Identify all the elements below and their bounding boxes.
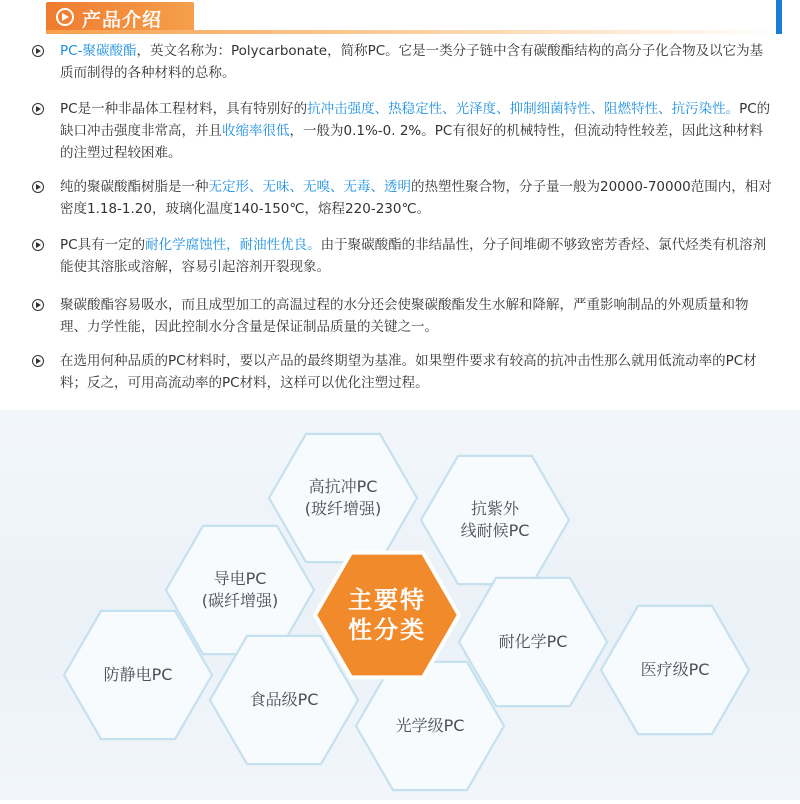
hex-label-line: 食品级PC [249,690,319,709]
bullet-icon [32,181,44,193]
body-text: PC是一种非晶体工程材料，具有特别好的 [60,101,308,117]
body-text: PC具有一定的 [60,237,146,253]
center-label-line: 主要特 [348,586,426,614]
hex-label-high-impact [305,476,382,520]
hex-label-optical [396,715,465,737]
hex-label-line: (玻纤增强) [304,499,382,518]
paragraph-5 [34,294,774,338]
hex-label-line: 防静电PC [103,665,173,684]
paragraph-text [60,98,774,164]
center-label-line: 性分类 [348,616,426,644]
body-text: 的热塑性聚合物，分子量一般为20000-70000范围内，相对密度1.18-1.20，玻璃化温度140-150℃，熔程220-230℃。 [60,179,772,217]
header-accent-bar [776,0,782,34]
hex-label-uv [461,498,530,542]
paragraph-6 [34,350,774,394]
hex-label-chemical [499,631,568,653]
body-text: 聚碳酸酯容易吸水，而且成型加工的高温过程的水分还会使聚碳酸酯发生水解和降解，严重影响制品的外观质量和物理、力学性能，因此控制水分含量是保证制品质量的关键之一。 [60,297,749,335]
body-text: 纯的聚碳酸酯树脂是一种 [60,179,209,195]
hex-label-line: 线耐候PC [460,521,530,540]
paragraph-text [60,176,774,220]
bullet-icon [32,103,44,115]
hex-label-line: 高抗冲PC [308,477,378,496]
body-text: ，英文名称为：Polycarbonate，简称PC。它是一类分子链中含有碳酸酯结构的高分子化合物及以它为基质而制得的各种材料的总称。 [60,43,764,81]
paragraph-4 [34,234,774,278]
paragraph-2 [34,98,774,164]
play-circle-icon [56,8,74,26]
hex-label-line: 耐化学PC [498,632,568,651]
paragraph-text [60,294,774,338]
highlight-text: 耐化学腐蚀性，耐油性优良。 [145,237,321,253]
paragraph-3 [34,176,774,220]
body-text: 由于聚碳酸酯的非结晶性，分子间堆砌不够致密芳香烃、氯代烃类有机溶剂能使其溶胀或溶解，容易引起溶剂开裂现象。 [60,237,767,275]
paragraph-1 [34,40,774,84]
hex-label-antistatic [104,664,173,686]
highlight-text: 收缩率很低 [222,123,290,139]
hex-label-medical [641,659,710,681]
bullet-icon [32,45,44,57]
hex-label-line: (碳纤增强) [201,591,279,610]
highlight-text: 抗冲击强度、热稳定性、光泽度、抑制细菌特性、阻燃特性、抗污染性。 [307,101,740,117]
bullet-icon [32,239,44,251]
section-title: 产品介绍 [82,9,163,31]
paragraph-text [60,234,774,278]
body-text: ，一般为0.1%-0. 2%。PC有很好的机械特性，但流动特性较差，因此这种材料的注塑过程较困难。 [60,123,763,161]
bullet-icon [32,355,44,367]
body-text: PC的缺口冲击强度非常高，并且 [60,101,771,139]
feature-diagram [0,410,800,800]
paragraph-text [60,40,774,84]
highlight-text: PC-聚碳酸酯 [60,43,137,59]
highlight-text: 无定形、无味、无嗅、无毒、透明 [208,179,411,195]
hex-label-conductive [202,568,279,612]
bullet-icon [32,299,44,311]
hex-label-line: 抗紫外 [470,499,520,518]
hex-label-food [250,689,319,711]
section-header [0,0,800,36]
hex-label-line: 导电PC [213,569,267,588]
paragraph-text [60,350,774,394]
hex-label-line: 光学级PC [395,716,465,735]
body-text: 在选用何种品质的PC材料时，要以产品的最终期望为基准。如果塑件要求有较高的抗冲击性那么就用低流动率的PC材料；反之，可用高流动率的PC材料，这样可以优化注塑过程。 [60,353,757,391]
hex-label-line: 医疗级PC [640,660,710,679]
hex-label-center [348,585,426,645]
